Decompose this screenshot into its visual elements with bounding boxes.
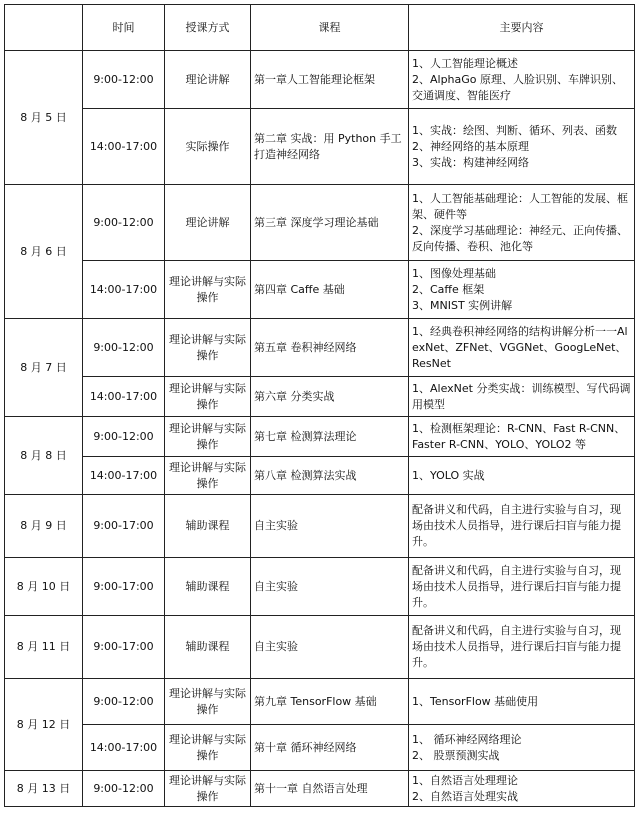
date-cell: 8 月 11 日 (5, 616, 83, 679)
method-cell (165, 495, 251, 558)
method-line: 理论讲解与 (169, 421, 224, 435)
method-line: 实际操作 (196, 332, 246, 362)
course-line: 第二章 实战：用 Python 手工打造神经网络 (254, 131, 402, 161)
course-line: 第十章 循环神经网络 (254, 740, 357, 754)
content-cell (409, 771, 635, 807)
header-course: 课程 (251, 5, 409, 51)
schedule-body (5, 51, 635, 807)
method-cell (165, 261, 251, 319)
content-line: 2、 股票预测实战 (412, 748, 500, 762)
time-cell: 14:00-17:00 (83, 725, 165, 771)
method-line: 辅助课程 (185, 640, 230, 653)
method-line: 理论讲解与 (169, 686, 224, 700)
method-line: 理论讲解与 (169, 381, 224, 395)
course-line: 自主实验 (254, 640, 298, 653)
content-cell (409, 185, 635, 261)
course-schedule-table (4, 4, 635, 807)
content-cell (409, 109, 635, 185)
course-cell (251, 377, 409, 417)
method-line: 实际操作 (196, 421, 246, 451)
content-line: 1、人工智能理论概述 (412, 56, 518, 70)
method-cell (165, 771, 251, 807)
table-row (5, 261, 635, 319)
method-line: 实际操作 (196, 381, 246, 411)
course-cell (251, 109, 409, 185)
method-cell (165, 185, 251, 261)
content-line: 3、实战：构建神经网络 (412, 155, 529, 169)
content-line: 1、实战：绘图、判断、循环、列表、函数 (412, 123, 617, 137)
method-line: 辅助课程 (185, 579, 230, 593)
content-cell (409, 417, 635, 457)
date-cell: 8 月 7 日 (5, 319, 83, 417)
time-cell: 9:00-12:00 (83, 319, 165, 377)
course-line: 自主实验 (254, 519, 298, 532)
time-cell: 14:00-17:00 (83, 261, 165, 319)
table-row (5, 109, 635, 185)
content-cell (409, 495, 635, 558)
method-cell (165, 679, 251, 725)
course-line: 自主实验 (254, 579, 298, 593)
date-cell: 8 月 10 日 (5, 558, 83, 616)
method-line: 实际操作 (196, 686, 246, 716)
content-cell (409, 679, 635, 725)
method-cell (165, 558, 251, 616)
content-line: 1、 循环神经网络理论 (412, 732, 522, 746)
method-cell (165, 417, 251, 457)
method-cell (165, 319, 251, 377)
content-line: 2、Caffe 框架 (412, 282, 485, 296)
course-line: 第八章 检测算法实战 (254, 468, 357, 482)
table-row (5, 457, 635, 495)
course-cell (251, 51, 409, 109)
method-cell (165, 377, 251, 417)
content-line: 2、AlphaGo 原理、人脸识别、车牌识别、交通调度、智能医疗 (412, 72, 624, 102)
table-row (5, 771, 635, 807)
content-line: 3、MNIST 实例讲解 (412, 298, 513, 312)
course-line: 第五章 卷积神经网络 (254, 340, 357, 354)
time-cell: 9:00-17:00 (83, 616, 165, 679)
method-line: 理论讲解与 (169, 274, 224, 288)
content-line: 1、自然语言处理理论 (412, 773, 518, 787)
course-line: 第六章 分类实战 (254, 389, 335, 403)
table-row (5, 616, 635, 679)
course-cell (251, 319, 409, 377)
table-row (5, 377, 635, 417)
method-line: 辅助课程 (185, 519, 230, 532)
method-line: 理论讲解与 (169, 773, 224, 787)
content-line: 1、检测框架理论：R-CNN、Fast R-CNN、Faster R-CNN、YOLO、YOLO2 等 (412, 421, 626, 451)
date-cell: 8 月 8 日 (5, 417, 83, 495)
course-cell (251, 495, 409, 558)
content-line: 2、神经网络的基本原理 (412, 139, 529, 153)
content-line: 1、图像处理基础 (412, 266, 496, 280)
course-cell (251, 616, 409, 679)
course-line: 第九章 TensorFlow 基础 (254, 694, 377, 708)
method-line: 理论讲解 (185, 72, 230, 86)
content-cell (409, 51, 635, 109)
method-cell (165, 51, 251, 109)
course-cell (251, 417, 409, 457)
method-line: 理论讲解与 (169, 460, 224, 474)
header-row (5, 5, 635, 51)
course-line: 第四章 Caffe 基础 (254, 282, 345, 296)
course-line: 第一章人工智能理论框架 (254, 72, 375, 86)
content-line: 1、人工智能基础理论：人工智能的发展、框架、硬件等 (412, 191, 628, 221)
table-row (5, 51, 635, 109)
content-cell (409, 319, 635, 377)
content-cell (409, 261, 635, 319)
course-cell (251, 261, 409, 319)
course-cell (251, 725, 409, 771)
date-cell: 8 月 6 日 (5, 185, 83, 319)
table-row (5, 495, 635, 558)
content-line: 1、TensorFlow 基础使用 (412, 694, 539, 708)
header-date (5, 5, 83, 51)
method-cell (165, 457, 251, 495)
method-line: 实际操作 (185, 139, 230, 153)
time-cell: 9:00-12:00 (83, 679, 165, 725)
content-line: 配备讲义和代码，自主进行实验与自习，现场由技术人员指导，进行课后扫盲与能力提升。 (412, 563, 621, 609)
time-cell: 14:00-17:00 (83, 457, 165, 495)
method-cell (165, 109, 251, 185)
time-cell: 14:00-17:00 (83, 109, 165, 185)
date-cell: 8 月 9 日 (5, 495, 83, 558)
content-line: 1、经典卷积神经网络的结构讲解分析一一AlexNet、ZFNet、VGGNet、GoogLeNet、ResNet (412, 324, 628, 370)
table-row (5, 558, 635, 616)
table-row (5, 417, 635, 457)
content-line: 2、自然语言处理实战 (412, 789, 518, 803)
course-cell (251, 457, 409, 495)
time-cell: 9:00-12:00 (83, 185, 165, 261)
content-cell (409, 725, 635, 771)
content-line: 配备讲义和代码，自主进行实验与自习，现场由技术人员指导，进行课后扫盲与能力提升。 (412, 624, 621, 669)
header-method: 授课方式 (165, 5, 251, 51)
content-line: 2、深度学习基础理论：神经元、正向传播、反向传播、卷积、池化等 (412, 223, 628, 253)
header-content: 主要内容 (409, 5, 635, 51)
method-line: 实际操作 (196, 773, 246, 803)
method-line: 实际操作 (196, 460, 246, 490)
table-row (5, 319, 635, 377)
time-cell: 9:00-12:00 (83, 51, 165, 109)
course-line: 第十一章 自然语言处理 (254, 781, 368, 795)
table-row (5, 725, 635, 771)
method-cell (165, 725, 251, 771)
header-time: 时间 (83, 5, 165, 51)
course-line: 第七章 检测算法理论 (254, 429, 357, 443)
method-cell (165, 616, 251, 679)
content-cell (409, 558, 635, 616)
method-line: 理论讲解与 (169, 332, 224, 346)
method-line: 理论讲解 (185, 215, 230, 229)
time-cell: 9:00-12:00 (83, 771, 165, 807)
date-cell: 8 月 13 日 (5, 771, 83, 807)
course-cell (251, 558, 409, 616)
time-cell: 9:00-12:00 (83, 417, 165, 457)
content-line: 1、YOLO 实战 (412, 468, 485, 482)
course-cell (251, 679, 409, 725)
content-line: 1、AlexNet 分类实战：训练模型、写代码调用模型 (412, 381, 631, 411)
course-cell (251, 771, 409, 807)
course-line: 第三章 深度学习理论基础 (254, 215, 379, 229)
date-cell: 8 月 5 日 (5, 51, 83, 185)
course-cell (251, 185, 409, 261)
table-row (5, 679, 635, 725)
content-cell (409, 377, 635, 417)
method-line: 实际操作 (196, 274, 246, 304)
time-cell: 9:00-17:00 (83, 558, 165, 616)
time-cell: 14:00-17:00 (83, 377, 165, 417)
table-row (5, 185, 635, 261)
time-cell: 9:00-17:00 (83, 495, 165, 558)
content-line: 配备讲义和代码，自主进行实验与自习，现场由技术人员指导，进行课后扫盲与能力提升。 (412, 503, 621, 548)
method-line: 实际操作 (196, 732, 246, 762)
method-line: 理论讲解与 (169, 732, 224, 746)
content-cell (409, 616, 635, 679)
date-cell: 8 月 12 日 (5, 679, 83, 771)
content-cell (409, 457, 635, 495)
